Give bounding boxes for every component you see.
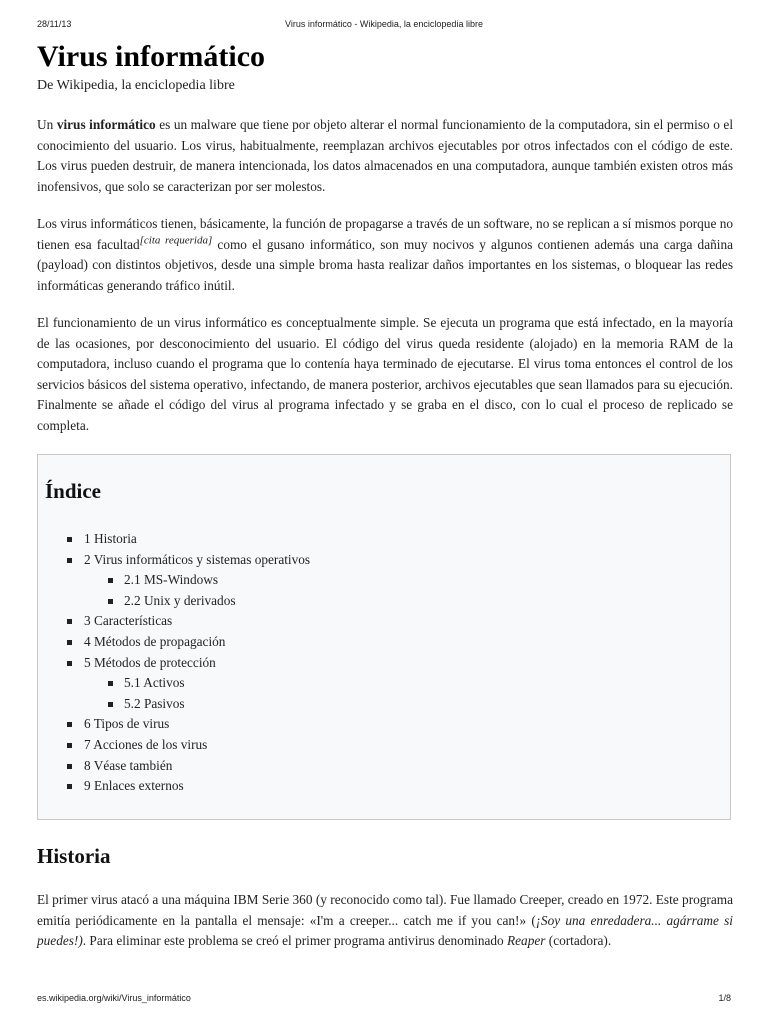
toc-item-label: 7 Acciones de los virus bbox=[84, 736, 208, 752]
square-bullet-icon bbox=[67, 537, 72, 542]
toc-item[interactable] bbox=[38, 550, 310, 571]
toc-item-label: 9 Enlaces externos bbox=[84, 778, 184, 794]
historia-text-1: El primer virus atacó a una máquina IBM Serie 360 (y reconocido como tal). Fue llamado Creeper, creado en 1972. Este programa emitía periódicamente en la pantalla el mensaje: «I'm a creeper... catch me if you can!» ( bbox=[37, 892, 733, 928]
historia-text-2: . Para eliminar este problema se creó el primer programa antivirus denominado bbox=[82, 933, 508, 948]
print-date: 28/11/13 bbox=[37, 19, 72, 29]
toc-item-label: 3 Características bbox=[84, 613, 173, 629]
historia-reaper-term: Reaper bbox=[507, 933, 546, 948]
square-bullet-icon bbox=[67, 558, 72, 563]
toc-item[interactable] bbox=[38, 632, 310, 653]
toc-item-label: 2.2 Unix y derivados bbox=[124, 592, 236, 608]
intro-p1-text: es un malware que tiene por objeto alterar el normal funcionamiento de la computadora, sin el permiso o el conocimiento del usuario. Los virus, habitualmente, reemplazan archivos ejecutables por otros infectados con el código de este. Los virus pueden destruir, de manera intencionada, los datos almacenados en una computadora, aunque también existen otros más inofensivos, que solo se caracterizan por ser molestos. bbox=[37, 117, 734, 194]
toc-item[interactable] bbox=[38, 756, 310, 777]
toc-item-label: 5 Métodos de protección bbox=[84, 654, 216, 670]
toc-item[interactable] bbox=[38, 714, 310, 735]
intro-p1-lead: Un bbox=[37, 117, 57, 132]
intro-p2-before: Los virus informáticos tienen, básicamente, la función de propagarse a través de un software, no se replican a sí mismos porque no tienen esa facultad bbox=[37, 216, 733, 252]
section-heading-historia: Historia bbox=[37, 844, 111, 868]
toc-item[interactable] bbox=[38, 653, 310, 674]
intro-paragraph-3: El funcionamiento de un virus informático es conceptualmente simple. Se ejecuta un programa que está infectado, en la mayoría de las ocasiones, por desconocimiento del usuario. El código del virus queda residente (alojado) en la memoria RAM de la computadora, incluso cuando el programa que lo contenía haya terminado de ejecutarse. El virus toma entonces el control de los servicios básicos del sistema operativo, infectando, de manera posterior, archivos ejecutables que sean llamados para su ejecución. Finalmente se añade el código del virus al programa infectado y se graba en el disco, con lo cual el proceso de replicado se completa. bbox=[37, 315, 733, 433]
print-url: es.wikipedia.org/wiki/Virus_informático bbox=[37, 993, 191, 1003]
toc-list bbox=[38, 529, 310, 797]
square-bullet-icon bbox=[67, 722, 72, 727]
citation-needed-link[interactable]: [cita requerida] bbox=[139, 234, 213, 247]
square-bullet-icon bbox=[67, 619, 72, 624]
intro-paragraph-2 bbox=[37, 214, 733, 296]
print-document-title: Virus informático - Wikipedia, la enciclopedia libre bbox=[285, 19, 483, 29]
toc-item[interactable] bbox=[38, 611, 310, 632]
square-bullet-icon bbox=[67, 640, 72, 645]
toc-item-label: 2.1 MS-Windows bbox=[124, 572, 219, 588]
page-subtitle: De Wikipedia, la enciclopedia libre bbox=[37, 78, 235, 93]
toc-item[interactable] bbox=[38, 735, 310, 756]
toc-item-label: 1 Historia bbox=[84, 531, 137, 546]
toc-item-label: 8 Véase también bbox=[84, 757, 173, 773]
page-number: 1/8 bbox=[718, 993, 731, 1003]
toc-item-label: 5.2 Pasivos bbox=[124, 695, 185, 711]
square-bullet-icon bbox=[108, 681, 113, 686]
toc-item[interactable] bbox=[38, 694, 310, 715]
intro-p2-after: como el gusano informático, son muy nocivos y algunos contienen además una carga dañina (payload) con distintos objetivos, desde una simple broma hasta realizar daños importantes en los sistemas, o bloquear las redes informáticas generando tráfico inútil. bbox=[37, 236, 733, 293]
article-content bbox=[37, 38, 733, 952]
toc-item[interactable] bbox=[38, 529, 310, 550]
historia-text-3: (cortadora). bbox=[545, 933, 612, 948]
toc-title: Índice bbox=[45, 479, 102, 503]
page-title: Virus informático bbox=[37, 40, 266, 73]
print-header bbox=[37, 19, 731, 33]
square-bullet-icon bbox=[108, 578, 113, 583]
toc-item[interactable] bbox=[38, 776, 310, 797]
toc-item[interactable] bbox=[38, 673, 310, 694]
intro-paragraph-1 bbox=[37, 115, 733, 197]
toc-item[interactable] bbox=[38, 570, 310, 591]
square-bullet-icon bbox=[67, 784, 72, 789]
print-footer bbox=[37, 993, 731, 1007]
intro-p1-bold-term: virus informático bbox=[56, 117, 156, 132]
toc-item-label: 5.1 Activos bbox=[124, 675, 185, 691]
historia-quote-translation: ¡Soy una enredadera... agárrame si puedes!) bbox=[37, 912, 733, 948]
square-bullet-icon bbox=[67, 743, 72, 748]
square-bullet-icon bbox=[67, 661, 72, 666]
square-bullet-icon bbox=[67, 764, 72, 769]
square-bullet-icon bbox=[108, 702, 113, 707]
table-of-contents bbox=[37, 454, 731, 820]
toc-item[interactable] bbox=[38, 591, 310, 612]
toc-item-label: 6 Tipos de virus bbox=[84, 716, 170, 732]
toc-item-label: 2 Virus informáticos y sistemas operativos bbox=[84, 551, 311, 567]
square-bullet-icon bbox=[108, 599, 113, 604]
toc-item-label: 4 Métodos de propagación bbox=[84, 633, 226, 649]
historia-paragraph bbox=[37, 890, 733, 952]
